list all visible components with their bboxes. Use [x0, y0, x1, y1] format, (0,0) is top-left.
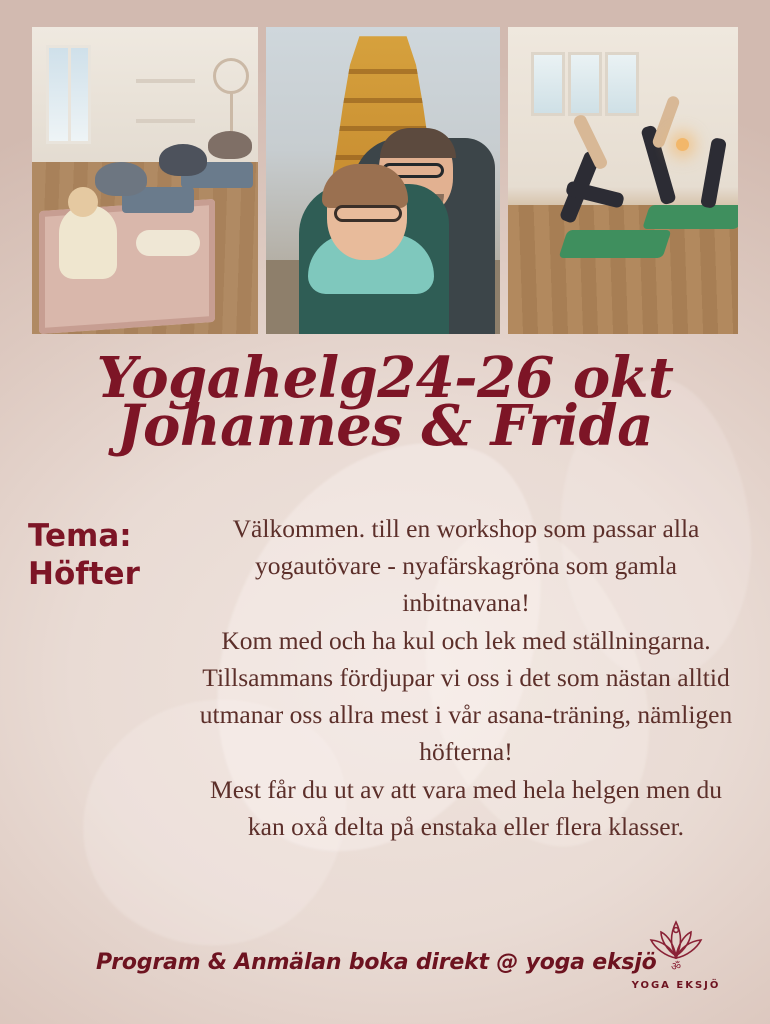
photo-yoga-class-studio: [32, 27, 258, 334]
theme-label: [28, 518, 198, 594]
yoga-eksjo-logo: [622, 914, 730, 1010]
body-paragraph: Välkommen. till en workshop som passar alla yogautövare - nyafärskagröna som gamla inbitnavana!: [232, 514, 700, 618]
body-paragraph: Kom med och ha kul och lek med ställningarna. Tillsammans fördjupar vi oss i det som nästan alltid utmanar oss allra mest i vår asana-träning, nämligen höfterna!: [199, 625, 733, 767]
poster-headline: [0, 345, 770, 459]
headline-line-1: Yogahelg24-26 okt: [96, 345, 674, 411]
body-paragraph: Mest får du ut av att vara med hela helgen men du kan oxå delta på enstaka eller flera klasser.: [210, 774, 722, 841]
lotus-icon: [639, 914, 713, 978]
photo-strip: [32, 27, 738, 334]
svg-text:ॐ: ॐ: [670, 960, 682, 973]
theme-label-line-2: Höfter: [28, 555, 140, 592]
headline-line-2: Johannes & Frida: [117, 392, 653, 459]
photo-triangle-pose-class: [508, 27, 738, 334]
booking-info-text: Program & Anmälan boka direkt @ yoga eksjö: [96, 950, 657, 975]
body-copy: [196, 510, 736, 845]
photo-couple-selfie-temple: [266, 27, 500, 334]
logo-name: YOGA EKSJÖ: [631, 980, 721, 991]
theme-label-line-1: Tema:: [28, 518, 132, 554]
